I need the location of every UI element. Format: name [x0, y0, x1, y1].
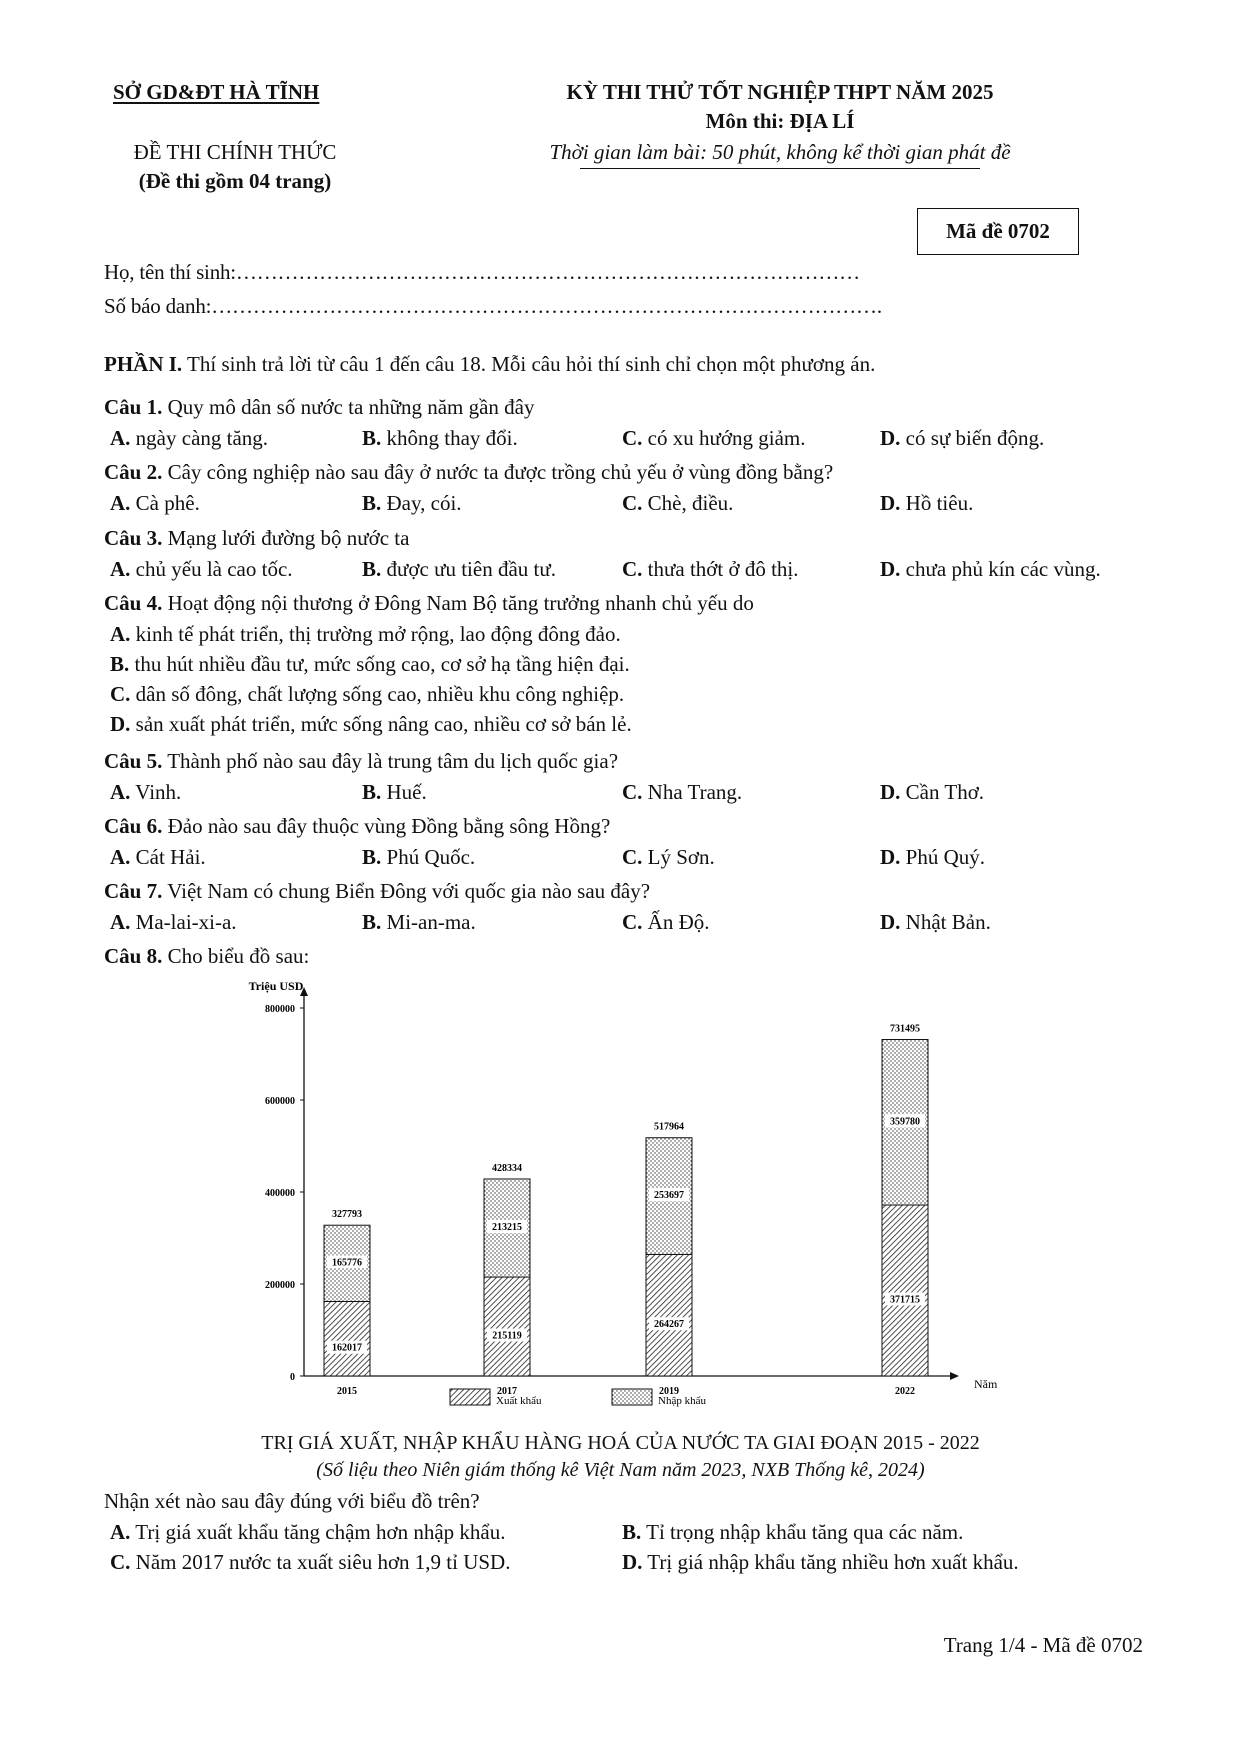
y-tick-label: 600000	[265, 1096, 295, 1107]
question-number: Câu 4.	[104, 591, 163, 615]
question-8	[104, 942, 309, 970]
question-number: Câu 8.	[104, 944, 163, 968]
x-tick-label: 2022	[895, 1386, 915, 1397]
pages-note: (Đề thi gồm 04 trang)	[138, 169, 332, 193]
option-c[interactable]: C. Nha Trang.	[622, 780, 743, 804]
total-value-label: 327793	[332, 1209, 362, 1221]
option-c[interactable]: C. Lý Sơn.	[622, 845, 715, 869]
question-1-options	[110, 424, 1140, 452]
option-b[interactable]: B. được ưu tiên đầu tư.	[362, 557, 556, 581]
option-b[interactable]: B. Mi-an-ma.	[362, 910, 476, 934]
bar-export-2022	[882, 1205, 928, 1376]
option-d[interactable]: D. Cần Thơ.	[880, 780, 985, 804]
option-c[interactable]: C. dân số đông, chất lượng sống cao, nhiều khu công nghiệp.	[110, 682, 625, 706]
option-b[interactable]: B. thu hút nhiều đầu tư, mức sống cao, cơ sở hạ tầng hiện đại.	[110, 652, 630, 676]
option-a[interactable]: A. Cát Hải.	[110, 845, 206, 869]
time-note-underline	[580, 168, 980, 169]
x-axis-label: Năm	[974, 1377, 998, 1391]
total-value-label: 731495	[890, 1023, 920, 1035]
chart-source: (Số liệu theo Niên giám thống kê Việt Nam năm 2023, NXB Thống kê, 2024)	[316, 1459, 925, 1481]
part1-instruction	[104, 352, 875, 377]
question-text: Việt Nam có chung Biển Đông với quốc gia nào sau đây?	[162, 879, 651, 903]
option-c[interactable]: C. Năm 2017 nước ta xuất siêu hơn 1,9 tỉ USD.	[110, 1550, 511, 1574]
option-d[interactable]: D. Hồ tiêu.	[880, 491, 974, 515]
question-5-options	[110, 778, 1140, 806]
stacked-bar-chart	[0, 970, 1241, 1430]
question-4	[104, 589, 754, 617]
time-note: Thời gian làm bài: 50 phút, không kể thời gian phát đề	[549, 140, 1011, 164]
question-number: Câu 3.	[104, 526, 163, 550]
legend-label-export: Xuất khẩu	[496, 1395, 542, 1407]
question-1	[104, 393, 535, 421]
option-b[interactable]: B. Đay, cói.	[362, 491, 462, 515]
x-tick-label: 2017	[497, 1386, 517, 1397]
option-d[interactable]: D. có sự biến động.	[880, 426, 1045, 450]
option-d[interactable]: D. Nhật Bản.	[880, 910, 991, 934]
question-text: Hoạt động nội thương ở Đông Nam Bộ tăng trưởng nhanh chủ yếu do	[162, 591, 754, 615]
legend-swatch-export	[450, 1389, 490, 1405]
option-c[interactable]: C. có xu hướng giảm.	[622, 426, 806, 450]
option-a[interactable]: A. Trị giá xuất khẩu tăng chậm hơn nhập khẩu.	[110, 1520, 506, 1544]
exam-code: Mã đề 0702	[946, 219, 1050, 243]
question-text: Mạng lưới đường bộ nước ta	[162, 526, 410, 550]
total-value-label: 428334	[492, 1162, 522, 1174]
question-text: Thành phố nào sau đây là trung tâm du lịch quốc gia?	[162, 749, 619, 773]
export-value-label: 215119	[492, 1330, 522, 1342]
question-5	[104, 747, 618, 775]
question-number: Câu 1.	[104, 395, 163, 419]
y-tick-label: 400000	[265, 1188, 295, 1199]
option-d[interactable]: D. sản xuất phát triển, mức sống nâng cao, nhiều cơ sở bán lẻ.	[110, 712, 632, 736]
export-value-label: 162017	[332, 1342, 362, 1354]
legend-label-import: Nhập khẩu	[658, 1395, 706, 1407]
import-value-label: 359780	[890, 1116, 920, 1128]
part1-label: PHẦN I.	[104, 352, 183, 376]
part1-text: Thí sinh trả lời từ câu 1 đến câu 18. Mỗi câu hỏi thí sinh chỉ chọn một phương án.	[182, 352, 876, 376]
option-a[interactable]: A. ngày càng tăng.	[110, 426, 269, 450]
y-tick-label: 800000	[265, 1004, 295, 1015]
option-a[interactable]: A. Cà phê.	[110, 491, 200, 515]
export-value-label: 264267	[654, 1319, 684, 1331]
question-3-options	[110, 555, 1140, 583]
option-c[interactable]: C. Chè, điều.	[622, 491, 734, 515]
question-number: Câu 7.	[104, 879, 163, 903]
option-c[interactable]: C. Ấn Độ.	[622, 910, 710, 934]
exam-title: KỲ THI THỬ TỐT NGHIỆP THPT NĂM 2025	[566, 80, 994, 104]
question-6-options	[110, 843, 1140, 871]
option-b[interactable]: B. không thay đổi.	[362, 426, 518, 450]
question-3	[104, 524, 409, 552]
chart-caption: TRỊ GIÁ XUẤT, NHẬP KHẨU HÀNG HOÁ CỦA NƯỚC TA GIAI ĐOẠN 2015 - 2022	[261, 1432, 980, 1454]
bar-export-2017	[484, 1277, 530, 1376]
option-b[interactable]: B. Huế.	[362, 780, 427, 804]
x-axis-arrow	[950, 1372, 959, 1380]
import-value-label: 253697	[654, 1190, 684, 1202]
option-b[interactable]: B. Phú Quốc.	[362, 845, 476, 869]
question-8-prompt: Nhận xét nào sau đây đúng với biểu đồ trên?	[104, 1489, 480, 1513]
question-7	[104, 877, 650, 905]
option-d[interactable]: D. Trị giá nhập khẩu tăng nhiều hơn xuất khẩu.	[622, 1550, 1019, 1574]
question-number: Câu 2.	[104, 460, 163, 484]
question-number: Câu 5.	[104, 749, 163, 773]
import-value-label: 165776	[332, 1257, 362, 1269]
question-text: Quy mô dân số nước ta những năm gần đây	[162, 395, 535, 419]
question-text: Cho biểu đồ sau:	[162, 944, 310, 968]
question-2-options	[110, 489, 1140, 517]
question-7-options	[110, 908, 1140, 936]
question-number: Câu 6.	[104, 814, 163, 838]
option-d[interactable]: D. Phú Quý.	[880, 845, 986, 869]
question-text: Cây công nghiệp nào sau đây ở nước ta được trồng chủ yếu ở vùng đồng bằng?	[162, 460, 834, 484]
bar-export-2015	[324, 1301, 370, 1376]
question-6	[104, 812, 610, 840]
subject-title: Môn thi: ĐỊA LÍ	[705, 109, 855, 133]
bar-export-2019	[646, 1254, 692, 1376]
export-value-label: 371715	[890, 1294, 920, 1306]
question-text: Đảo nào sau đây thuộc vùng Đồng bằng sông Hồng?	[162, 814, 611, 838]
page-footer: Trang 1/4 - Mã đề 0702	[943, 1633, 1143, 1657]
option-a[interactable]: A. Ma-lai-xi-a.	[110, 910, 237, 934]
legend-swatch-import	[612, 1389, 652, 1405]
option-a[interactable]: A. Vinh.	[110, 780, 182, 804]
candidate-id-line: Số báo danh:…………………………………………………………………………………….	[104, 294, 882, 318]
total-value-label: 517964	[654, 1121, 684, 1133]
candidate-name-line: Họ, tên thí sinh:………………………………………………………………………………	[104, 260, 860, 284]
option-d[interactable]: D. chưa phủ kín các vùng.	[880, 557, 1101, 581]
option-c[interactable]: C. thưa thớt ở đô thị.	[622, 557, 799, 581]
x-tick-label: 2015	[337, 1386, 357, 1397]
department-name: SỞ GD&ĐT HÀ TĨNH	[113, 80, 320, 104]
official-exam-label: ĐỀ THI CHÍNH THỨC	[133, 140, 337, 164]
option-b[interactable]: B. Tỉ trọng nhập khẩu tăng qua các năm.	[622, 1520, 964, 1544]
import-value-label: 213215	[492, 1222, 522, 1234]
question-2	[104, 458, 833, 486]
exam-code-box	[917, 208, 1079, 255]
x-tick-label: 2019	[659, 1386, 679, 1397]
option-a[interactable]: A. kinh tế phát triển, thị trường mở rộng, lao động đông đảo.	[110, 622, 621, 646]
y-tick-label: 0	[290, 1372, 295, 1383]
option-a[interactable]: A. chủ yếu là cao tốc.	[110, 557, 293, 581]
y-tick-label: 200000	[265, 1280, 295, 1291]
y-axis-label: Triệu USD	[248, 979, 304, 993]
